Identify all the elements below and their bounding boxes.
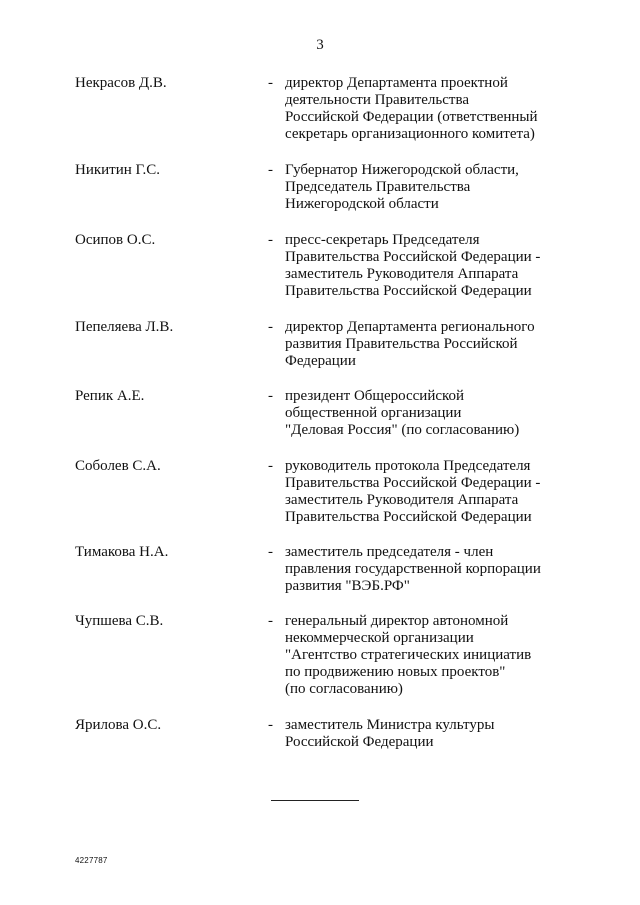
separator-dash: -	[268, 162, 273, 178]
member-role	[285, 544, 541, 595]
role-line: правления государственной корпорации	[285, 561, 541, 577]
separator-dash: -	[268, 544, 273, 560]
member-name: Чупшева С.В.	[75, 613, 164, 629]
role-line: "Деловая Россия" (по согласованию)	[285, 422, 520, 438]
role-line: развития "ВЭБ.РФ"	[285, 578, 410, 594]
role-line: генеральный директор автономной	[285, 613, 509, 629]
document-code: 4227787	[75, 856, 108, 865]
member-role	[285, 388, 519, 439]
separator-dash: -	[268, 458, 273, 474]
role-line: пресс-секретарь Председателя	[285, 232, 480, 248]
role-line: Российской Федерации (ответственный	[285, 109, 538, 125]
role-line: заместитель Руководителя Аппарата	[285, 492, 519, 508]
member-name: Некрасов Д.В.	[75, 75, 167, 91]
role-line: Нижегородской области	[285, 196, 439, 212]
role-line: Федерации	[285, 353, 356, 369]
role-line: Правительства Российской Федерации	[285, 283, 532, 299]
role-line: Российской Федерации	[285, 734, 434, 750]
role-line: заместитель председателя - член	[285, 544, 494, 560]
page-number: 3	[316, 37, 324, 53]
role-line: секретарь организационного комитета)	[285, 126, 535, 142]
role-line: по продвижению новых проектов"	[285, 664, 506, 680]
separator-dash: -	[268, 388, 273, 404]
member-name: Ярилова О.С.	[75, 717, 162, 733]
member-name: Репик А.Е.	[75, 388, 145, 404]
member-name: Осипов О.С.	[75, 232, 156, 248]
separator-dash: -	[268, 232, 273, 248]
member-role	[285, 613, 531, 698]
role-line: "Агентство стратегических инициатив	[285, 647, 532, 663]
role-line: заместитель Руководителя Аппарата	[285, 266, 519, 282]
role-line: некоммерческой организации	[285, 630, 474, 646]
separator-dash: -	[268, 613, 273, 629]
role-line: общественной организации	[285, 405, 462, 421]
role-line: директор Департамента регионального	[285, 319, 535, 335]
role-line: деятельности Правительства	[285, 92, 470, 108]
member-role	[285, 717, 494, 751]
member-name: Никитин Г.С.	[75, 162, 161, 178]
role-line: развития Правительства Российской	[285, 336, 518, 352]
role-line: президент Общероссийской	[285, 388, 465, 404]
role-line: Правительства Российской Федерации	[285, 509, 532, 525]
member-name: Соболев С.А.	[75, 458, 161, 474]
role-line: (по согласованию)	[285, 681, 403, 697]
role-line: директор Департамента проектной	[285, 75, 508, 91]
role-line: руководитель протокола Председателя	[285, 458, 531, 474]
member-role	[285, 319, 535, 370]
member-role	[285, 458, 540, 526]
member-role	[285, 232, 540, 300]
end-divider	[271, 800, 359, 801]
role-line: Правительства Российской Федерации -	[285, 475, 541, 491]
role-line: Председатель Правительства	[285, 179, 471, 195]
member-name: Пепеляева Л.В.	[75, 319, 174, 335]
separator-dash: -	[268, 75, 273, 91]
separator-dash: -	[268, 717, 273, 733]
role-line: заместитель Министра культуры	[285, 717, 495, 733]
role-line: Губернатор Нижегородской области,	[285, 162, 519, 178]
member-role	[285, 162, 519, 213]
role-line: Правительства Российской Федерации -	[285, 249, 541, 265]
member-role	[285, 75, 538, 143]
separator-dash: -	[268, 319, 273, 335]
member-name: Тимакова Н.А.	[75, 544, 169, 560]
